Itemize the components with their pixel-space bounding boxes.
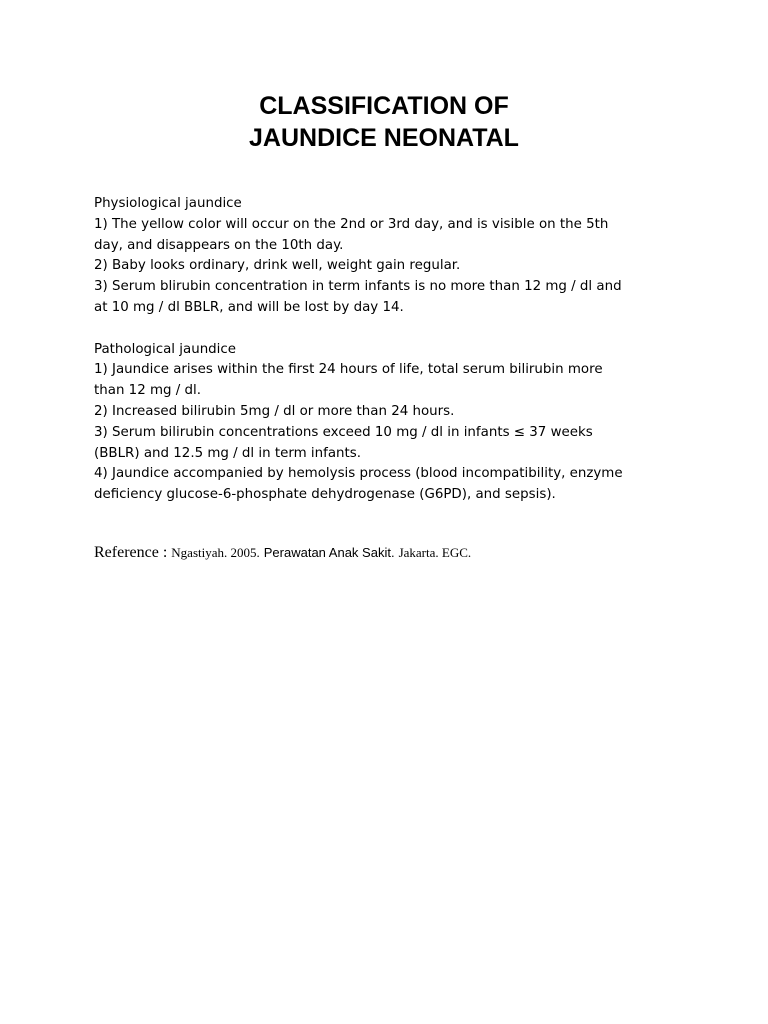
reference-label: Reference : [94, 544, 168, 561]
pathological-line: 2) Increased bilirubin 5mg / dl or more than 24 hours. [94, 403, 455, 419]
reference-author-year: Ngastiyah. 2005. [171, 545, 260, 560]
pathological-line: 1) Jaundice arises within the first 24 hours of life, total serum bilirubin more [94, 362, 603, 378]
pathological-line: 3) Serum bilirubin concentrations exceed 10 mg / dl in infants ≤ 37 weeks [94, 424, 593, 440]
pathological-line: (BBLR) and 12.5 mg / dl in term infants. [94, 445, 362, 461]
page-title [0, 90, 768, 154]
physiological-line: day, and disappears on the 10th day. [94, 237, 344, 253]
pathological-line: 4) Jaundice accompanied by hemolysis process (blood incompatibility, enzyme [94, 466, 623, 482]
reference-citation [94, 543, 471, 563]
pathological-heading: Pathological jaundice [94, 341, 237, 357]
title-line-1: CLASSIFICATION OF [259, 92, 509, 120]
physiological-line: 3) Serum blirubin concentration in term infants is no more than 12 mg / dl and [94, 279, 622, 295]
physiological-line: 1) The yellow color will occur on the 2nd or 3rd day, and is visible on the 5th [94, 216, 609, 232]
physiological-line: 2) Baby looks ordinary, drink well, weight gain regular. [94, 258, 461, 274]
physiological-heading: Physiological jaundice [94, 196, 242, 211]
physiological-line: at 10 mg / dl BBLR, and will be lost by day 14. [94, 299, 404, 315]
reference-book-title: Perawatan Anak Sakit. [263, 545, 395, 560]
section-spacer [94, 319, 684, 340]
pathological-line: than 12 mg / dl. [94, 383, 202, 399]
document-body [94, 194, 684, 506]
pathological-line: deficiency glucose-6-phosphate dehydrogenase (G6PD), and sepsis). [94, 487, 556, 503]
title-line-2: JAUNDICE NEONATAL [249, 124, 519, 152]
reference-publisher: Jakarta. EGC. [398, 545, 472, 560]
